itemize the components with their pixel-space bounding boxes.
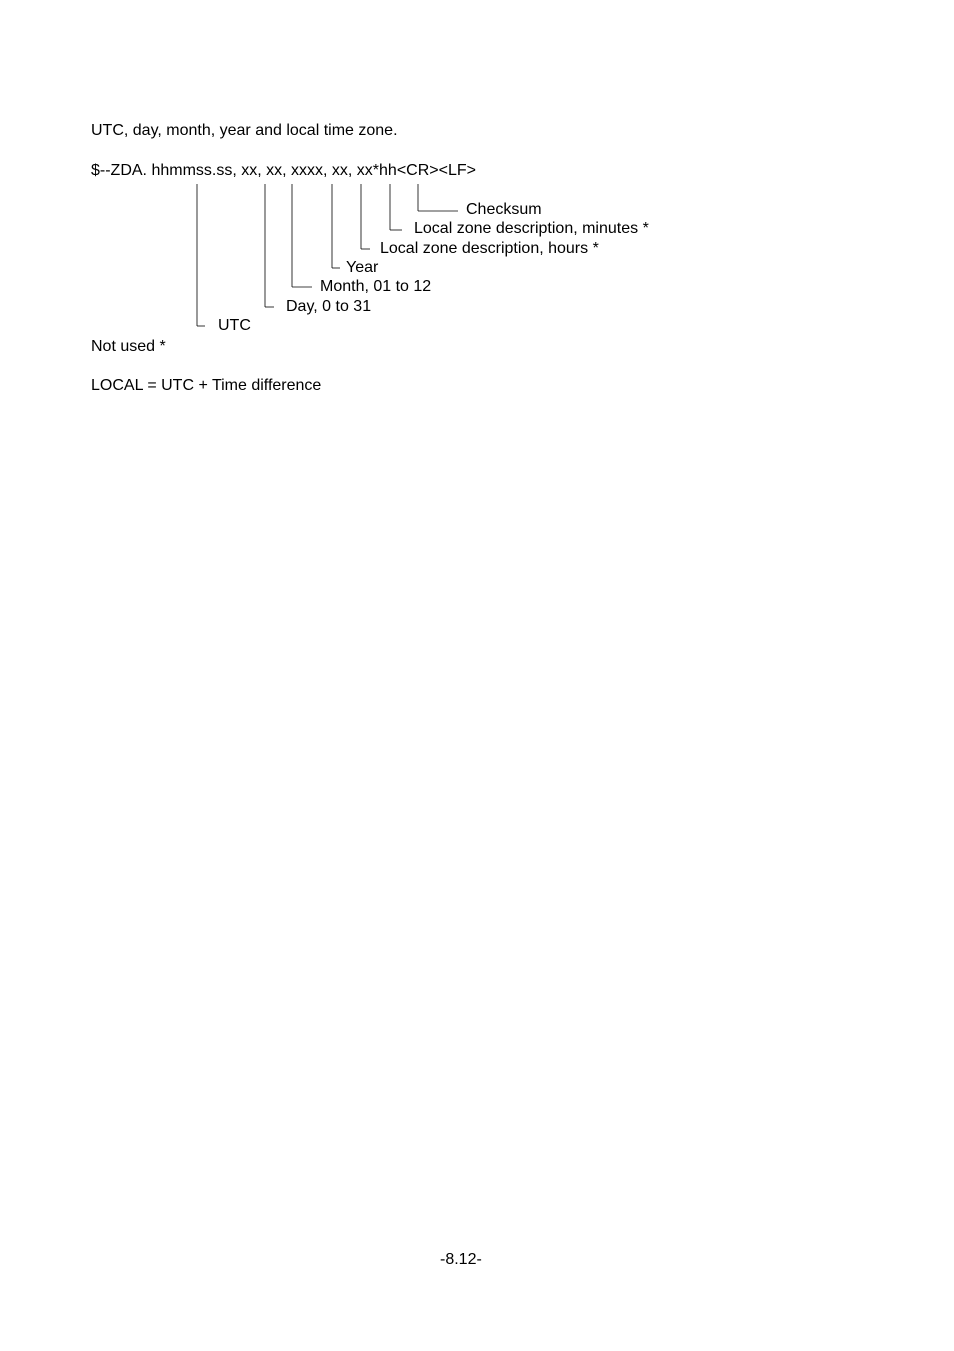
formula-text: LOCAL = UTC + Time difference: [91, 377, 322, 394]
field-utc: UTC: [218, 317, 251, 334]
field-checksum: Checksum: [466, 201, 542, 218]
field-month: Month, 01 to 12: [320, 278, 432, 295]
field-not-used: Not used *: [91, 338, 166, 355]
intro-text: UTC, day, month, year and local time zone.: [91, 122, 398, 139]
field-year: Year: [346, 259, 379, 276]
field-day: Day, 0 to 31: [286, 298, 372, 315]
field-zone-hours: Local zone description, hours *: [380, 240, 599, 257]
sentence-format: $--ZDA. hhmmss.ss, xx, xx, xxxx, xx, xx*hh<CR><LF>: [91, 162, 476, 179]
field-zone-minutes: Local zone description, minutes *: [414, 220, 649, 237]
page-number: -8.12-: [440, 1251, 482, 1268]
